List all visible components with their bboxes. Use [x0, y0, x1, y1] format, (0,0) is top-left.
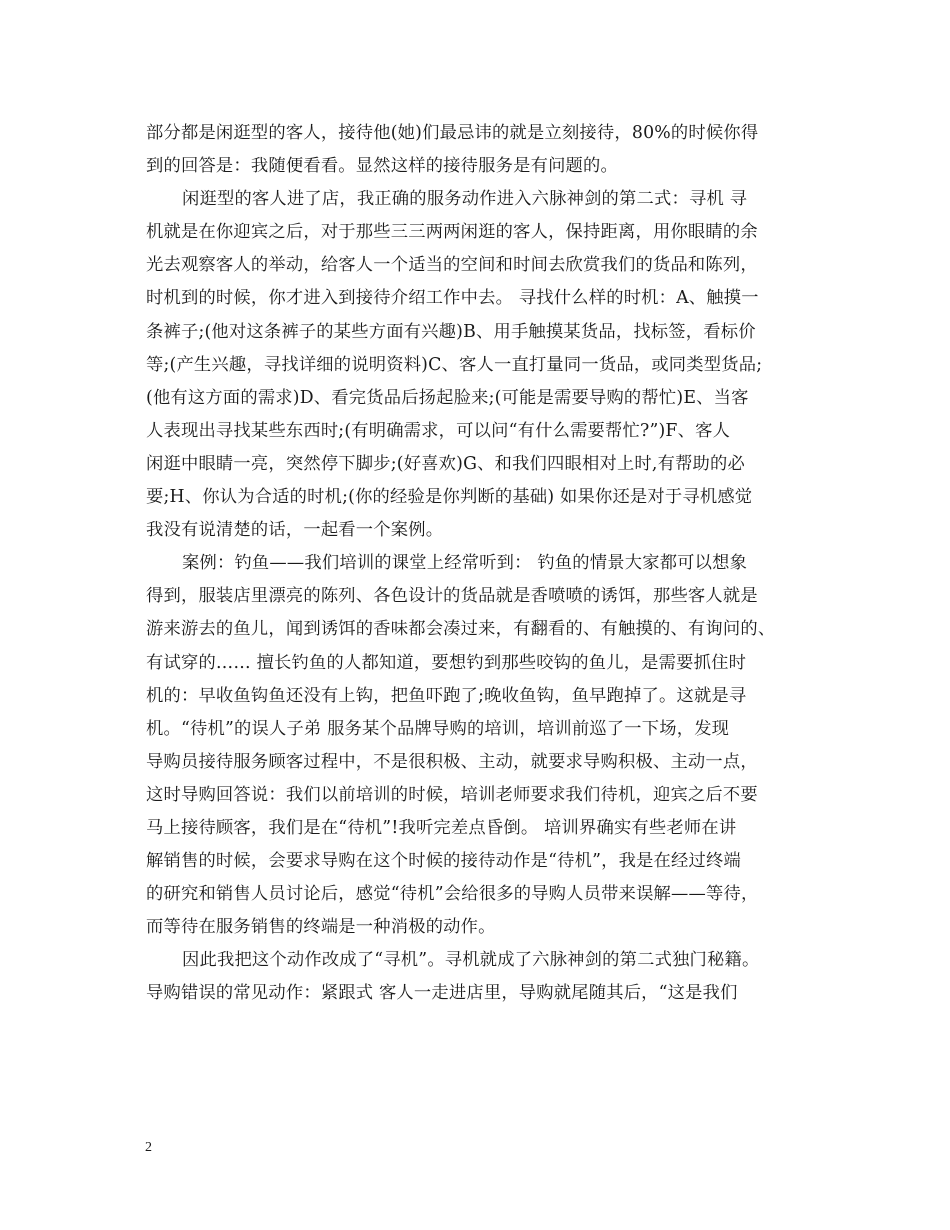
- text-line: 闲逛中眼睛一亮，突然停下脚步;(好喜欢)G、和我们四眼相对上时,有帮助的必: [146, 453, 746, 474]
- text-line: 这时导购回答说：我们以前培训的时候，培训老师要求我们待机，迎宾之后不要: [146, 784, 758, 805]
- text-line: 我没有说清楚的话，一起看一个案例。: [146, 520, 444, 541]
- text-line: 等;(产生兴趣，寻找详细的说明资料)C、客人一直打量同一货品，或同类型货品;: [146, 354, 763, 375]
- text-line: 马上接待顾客，我们是在“待机”!我听完差点昏倒。 培训界确实有些老师在讲: [146, 817, 737, 838]
- text-line: 的研究和销售人员讨论后，感觉“待机”会给很多的导购人员带来误解——等待，: [146, 884, 759, 905]
- text-line: 有试穿的…… 擅长钓鱼的人都知道，要想钓到那些咬钩的鱼儿，是需要抓住时: [146, 652, 747, 673]
- page-number: 2: [145, 1140, 152, 1155]
- text-line: 光去观察客人的举动，给客人一个适当的空间和时间去欣赏我们的货品和陈列，: [146, 255, 758, 276]
- paragraph-first-line: 案例：钓鱼——我们培训的课堂上经常听到： 钓鱼的情景大家都可以想象: [182, 553, 748, 574]
- paragraph-first-line: 因此我把这个动作改成了“寻机”。寻机就成了六脉神剑的第二式独门秘籍。: [182, 950, 760, 971]
- text-line: 要;H、你认为合适的时机;(你的经验是你判断的基础) 如果你还是对于寻机感觉: [146, 487, 753, 508]
- text-line: 人表现出寻找某些东西时;(有明确需求，可以问“有什么需要帮忙?”)F、客人: [146, 420, 731, 441]
- text-line: 条裤子;(他对这条裤子的某些方面有兴趣)B、用手触摸某货品，找标签，看标价: [146, 321, 756, 342]
- text-line: 解销售的时候，会要求导购在这个时候的接待动作是“待机”，我是在经过终端: [146, 851, 741, 872]
- text-line: 机的：早收鱼钩鱼还没有上钩，把鱼吓跑了;晚收鱼钩，鱼早跑掉了。这就是寻: [146, 685, 747, 706]
- text-line: 机就是在你迎宾之后，对于那些三三两两闲逛的客人，保持距离，用你眼睛的余: [146, 222, 758, 243]
- body-text: [146, 117, 816, 1011]
- text-line: 导购员接待服务顾客过程中，不是很积极、主动，就要求导购积极、主动一点，: [146, 751, 758, 772]
- paragraph-first-line: 闲逛型的客人进了店，我正确的服务动作进入六脉神剑的第二式：寻机 寻: [182, 189, 748, 210]
- text-line: (他有这方面的需求)D、看完货品后扬起脸来;(可能是需要导购的帮忙)E、当客: [146, 387, 749, 408]
- text-line: 而等待在服务销售的终端是一种消极的动作。: [146, 917, 496, 938]
- text-line: 机。“待机”的误人子弟 服务某个品牌导购的培训，培训前巡了一下场，发现: [146, 718, 730, 739]
- text-line: 得到，服装店里漂亮的陈列、各色设计的货品就是香喷喷的诱饵，那些客人就是: [146, 586, 758, 607]
- text-line: 游来游去的鱼儿，闻到诱饵的香味都会凑过来，有翻看的、有触摸的、有询问的、: [146, 619, 776, 640]
- text-line: 部分都是闲逛型的客人，接待他(她)们最忌讳的就是立刻接待，80%的时候你得: [146, 123, 759, 143]
- text-line: 导购错误的常见动作：紧跟式 客人一走进店里，导购就尾随其后，“这是我们: [146, 983, 738, 1004]
- text-line: 到的回答是：我随便看看。显然这样的接待服务是有问题的。: [146, 156, 618, 177]
- text-line: 时机到的时候，你才进入到接待介绍工作中去。 寻找什么样的时机：A、触摸一: [146, 288, 759, 309]
